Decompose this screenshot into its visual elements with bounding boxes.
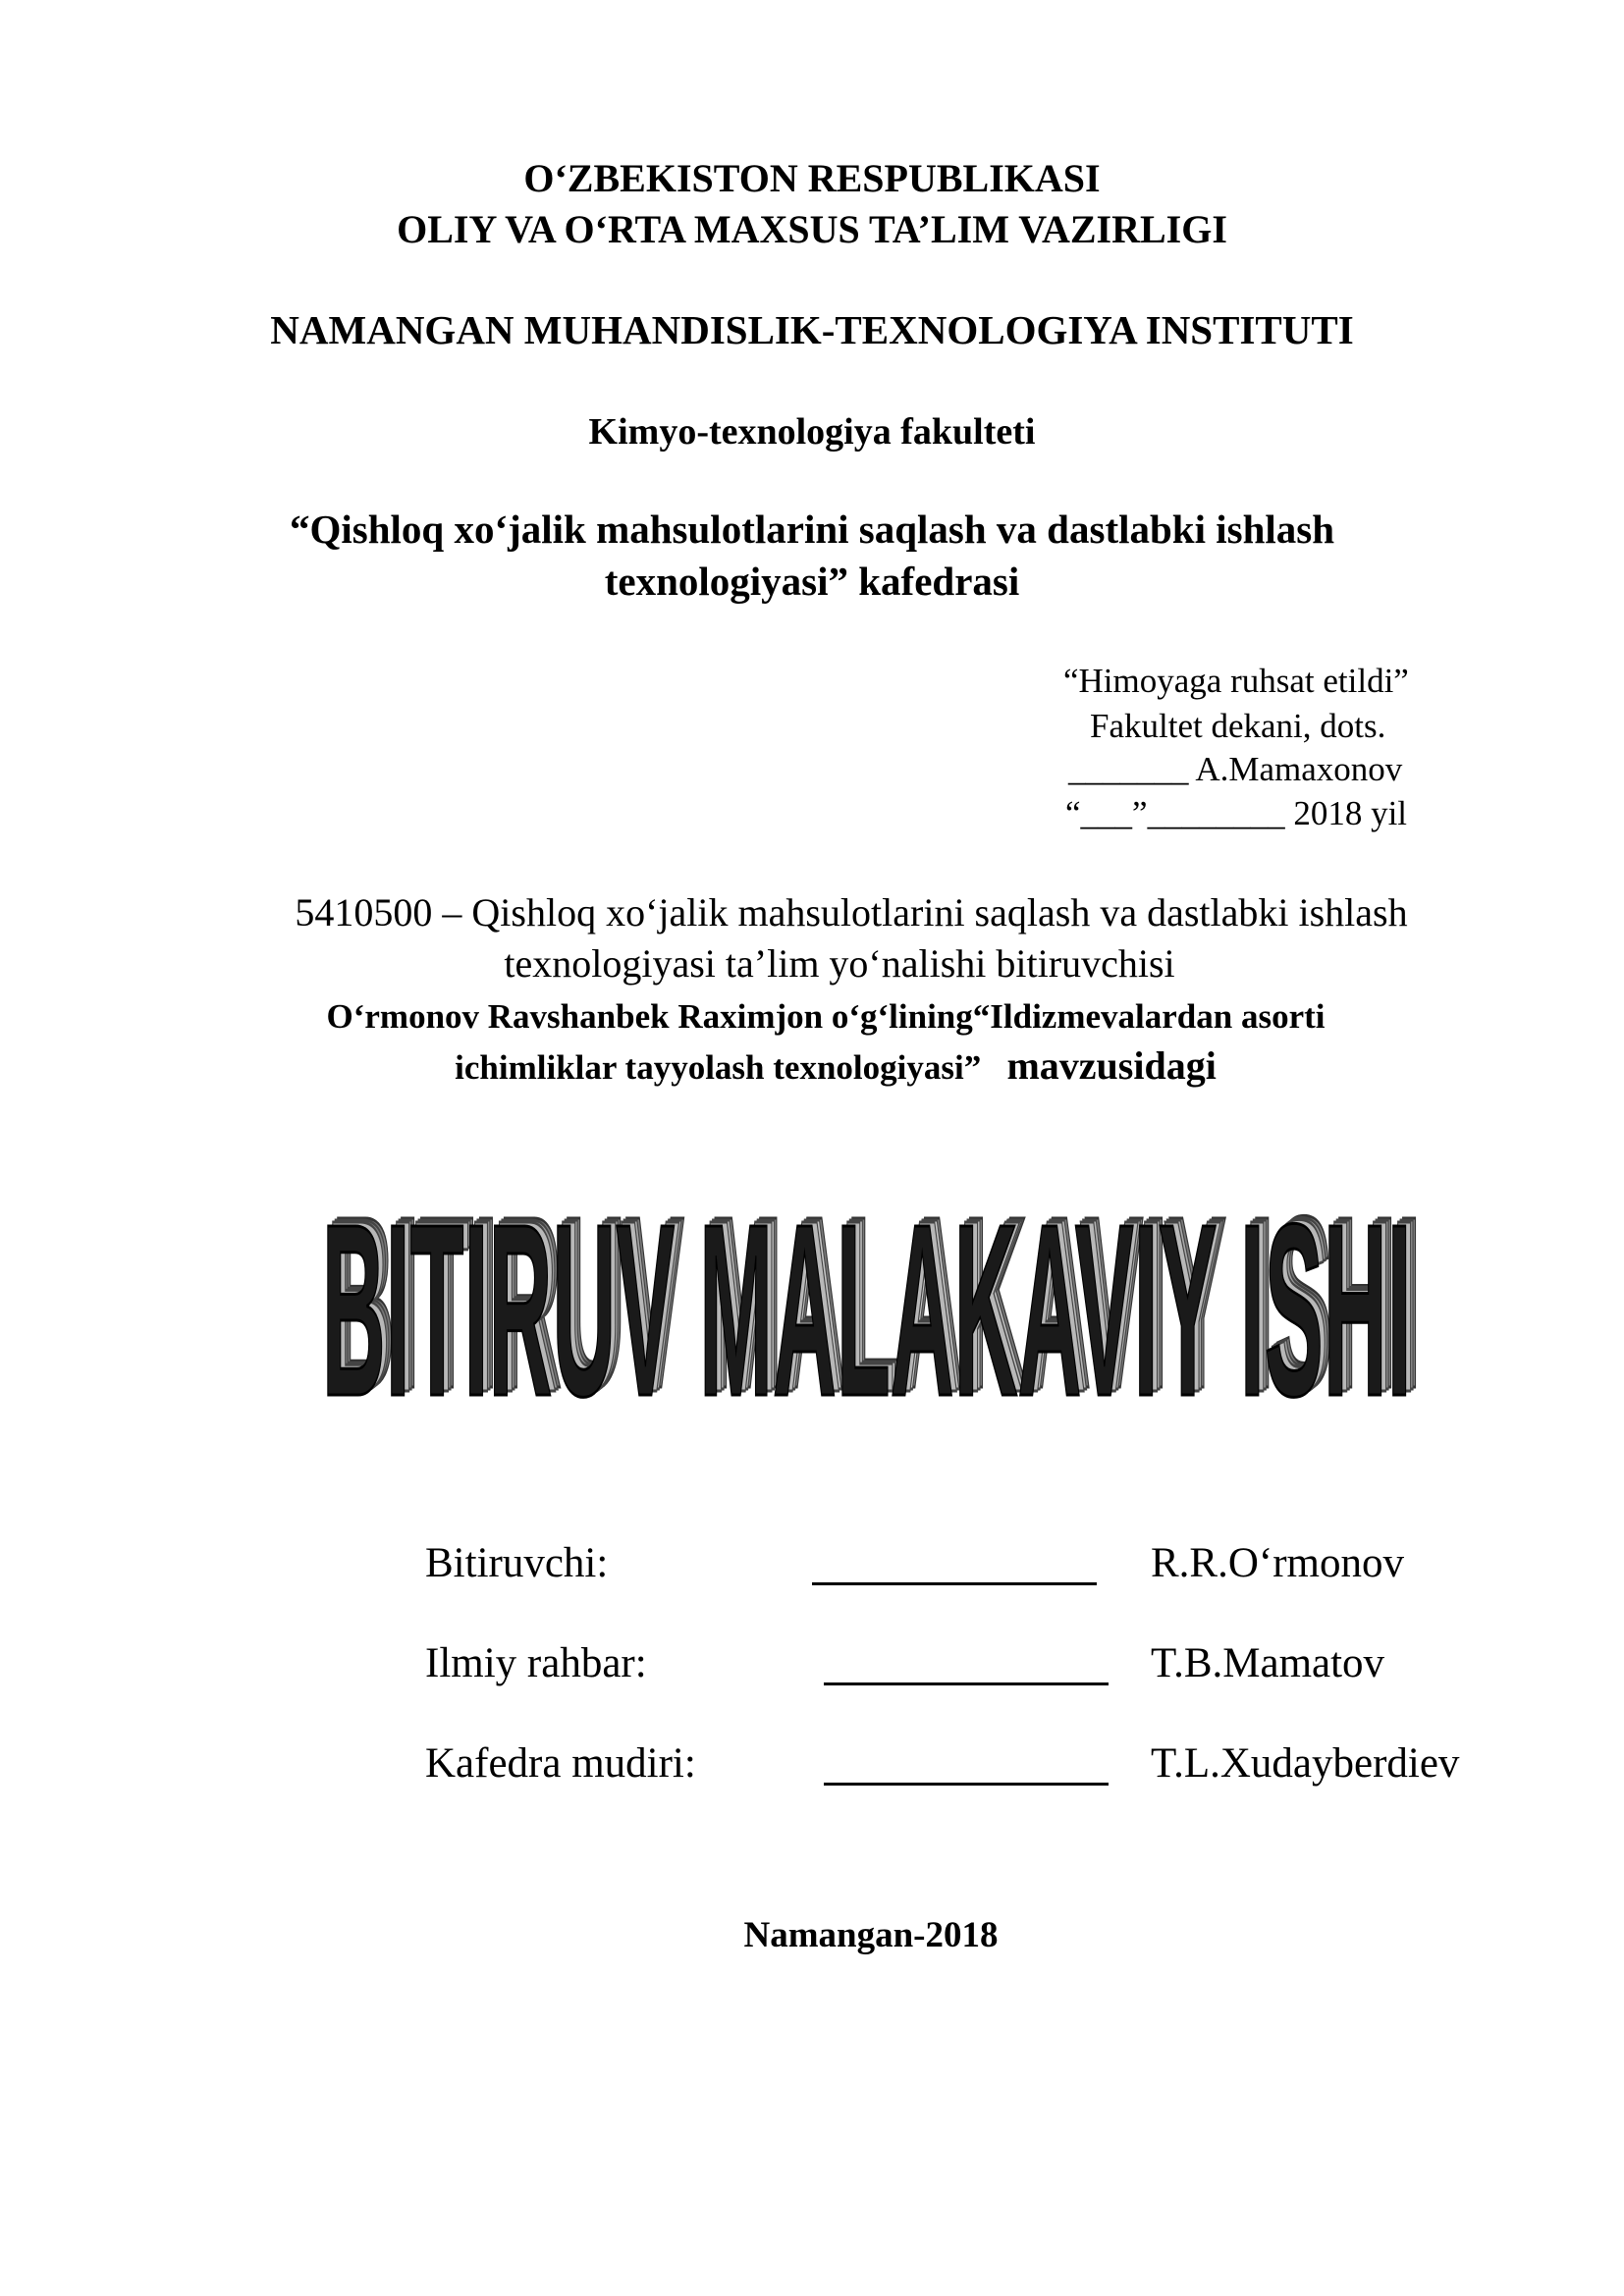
- title-extrude-4: BITIRUV MALAKAVIY ISHI: [331, 1166, 1422, 1418]
- department-heading-line2: texnologiyasi” kafedrasi: [604, 559, 1020, 604]
- ministry-heading: OLIY VA O‘RTA MAXSUS TA’LIM VAZIRLIGI: [397, 207, 1227, 251]
- title-extrude-3: BITIRUV MALAKAVIY ISHI: [329, 1168, 1420, 1418]
- signature-row: [0, 1739, 1624, 1798]
- title-face: BITIRUV MALAKAVIY ISHI: [321, 1174, 1412, 1418]
- approval-dean: Fakultet dekani, dots.: [1090, 707, 1386, 745]
- approval-signature-name: A.Mamaxonov: [1188, 750, 1403, 788]
- institute-heading: NAMANGAN MUHANDISLIK-TEXNOLOGIYA INSTITUTI: [270, 307, 1354, 352]
- program-line1: 5410500 – Qishloq xo‘jalik mahsulotlarini saqlash va dastlabki ishlash: [295, 890, 1408, 934]
- title-wordart: [285, 1153, 1443, 1418]
- signature-name: T.B.Mamatov: [1151, 1640, 1385, 1686]
- title-extrude-2: BITIRUV MALAKAVIY ISHI: [326, 1170, 1417, 1418]
- signature-row: [0, 1639, 1624, 1698]
- thesis-topic-line2: [24, 1042, 1624, 1089]
- signature-role: Kafedra mudiri:: [425, 1740, 696, 1787]
- signature-name: T.L.Xudayberdiev: [1151, 1740, 1460, 1787]
- signature-role: Ilmiy rahbar:: [425, 1640, 647, 1686]
- thesis-topic-suffix: mavzusidagi: [1006, 1043, 1217, 1088]
- thesis-topic-line1: O‘rmonov Ravshanbek Raximjon o‘g‘lining“Ildizmevalardan asorti: [326, 997, 1326, 1036]
- approval-text: “Himoyaga ruhsat etildi”: [1063, 662, 1409, 700]
- approval-signature: [1068, 750, 1402, 789]
- signature-name: R.R.O‘rmonov: [1151, 1540, 1404, 1586]
- faculty-heading: Kimyo-texnologiya fakulteti: [588, 411, 1036, 453]
- approval-signature-blank: _______: [1068, 750, 1189, 788]
- program-line2: texnologiyasi ta’lim yo‘nalishi bitiruvchisi: [504, 941, 1175, 986]
- signature-row: [0, 1539, 1624, 1598]
- thesis-topic-text: ichimliklar tayyolash texnologiyasi”: [455, 1048, 982, 1087]
- approval-date: “___”________ 2018 yil: [1065, 794, 1408, 832]
- signature-role: Bitiruvchi:: [425, 1540, 609, 1586]
- department-heading-line1: “Qishloq xo‘jalik mahsulotlarini saqlash va dastlabki ishlash: [289, 507, 1335, 552]
- republic-heading: O‘ZBEKISTON RESPUBLIKASI: [523, 156, 1101, 200]
- footer-place-year: Namangan-2018: [743, 1915, 999, 1955]
